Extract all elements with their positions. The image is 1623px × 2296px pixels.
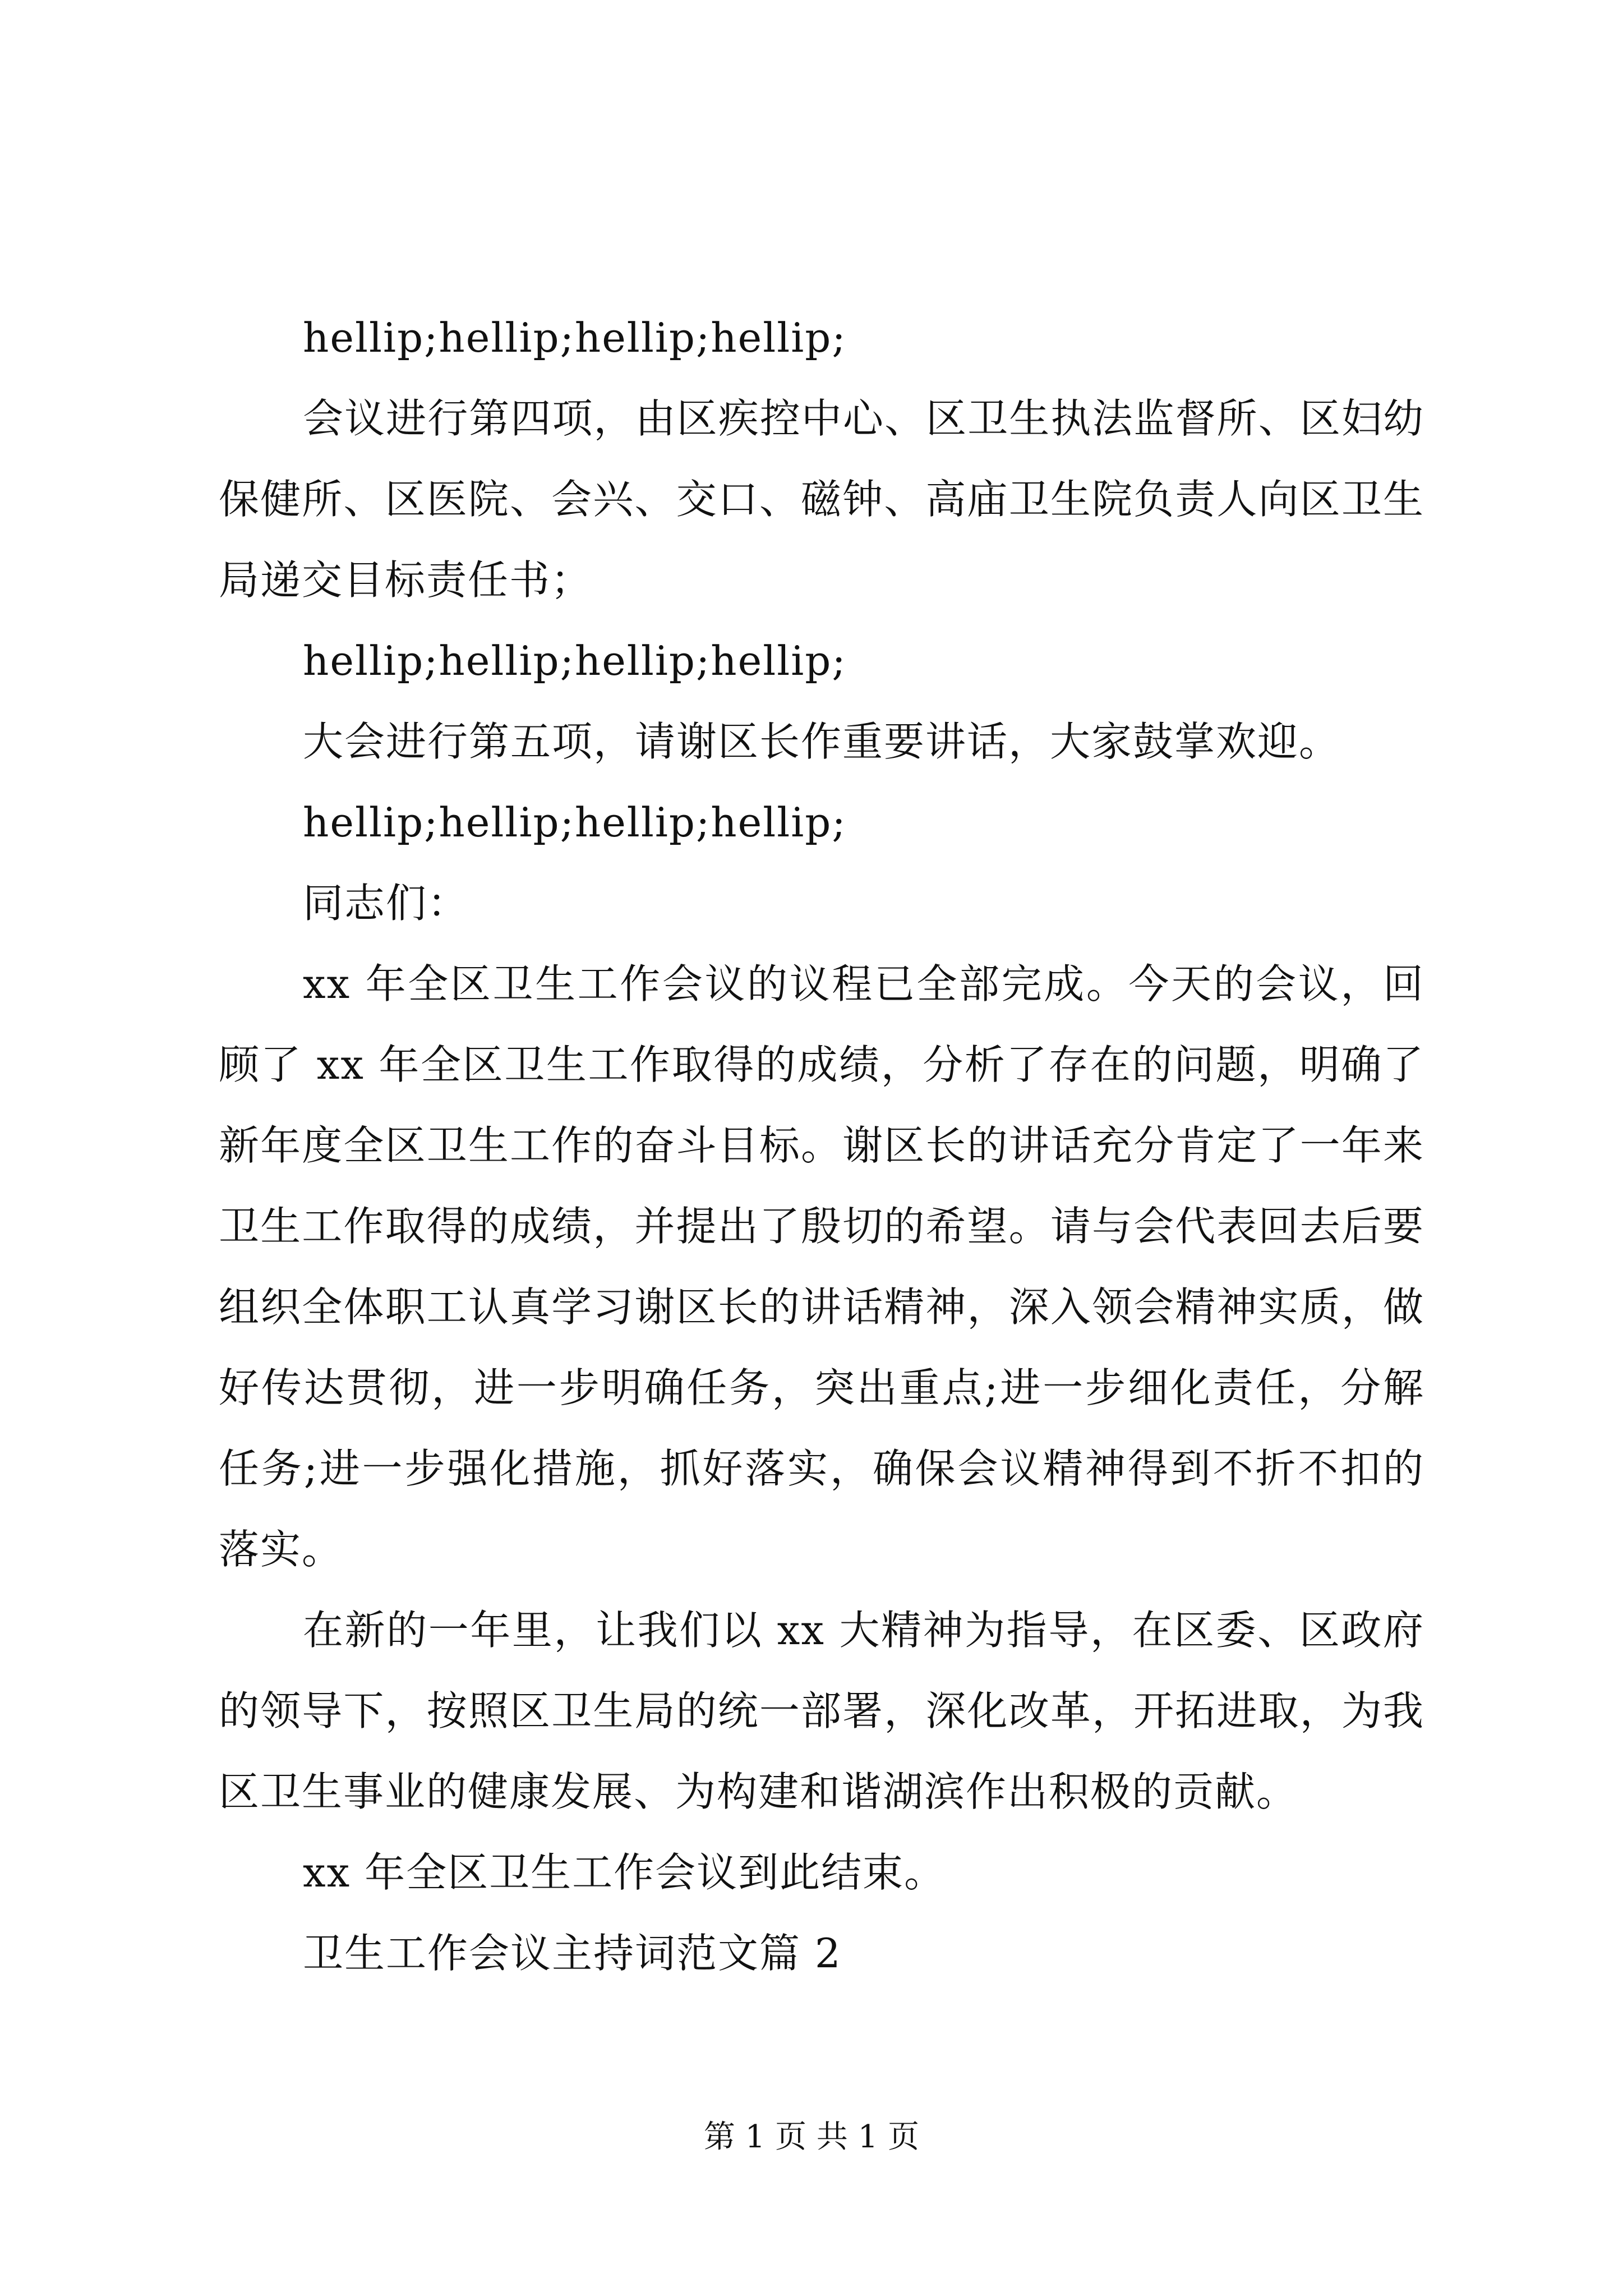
paragraph-salutation: 同志们：: [303, 880, 469, 927]
paragraph-ellipsis-2: hellip;hellip;hellip;hellip;: [303, 637, 847, 684]
paragraph-summary: xx 年全区卫生工作会议的议程已全部完成。今天的会议，回顾了 xx 年全区卫生工作取得的成绩，分析了存在的问题，明确了新年度全区卫生工作的奋斗目标。谢区长的讲话充分肯定了一年来卫生工作取得的成绩，并提出了殷切的希望。请与会代表回去后要组织全体职工认真学习谢区长的讲话精神，深入领会精神实质，做好传达贯彻，进一步明确任务，突出重点;进一步细化责任，分解任务;进一步强化措施，抓好落实，确保会议精神得到不折不扣的落实。: [219, 960, 1424, 1573]
document-body: [219, 297, 1424, 1994]
page-number-footer: 第 1 页 共 1 页: [703, 2119, 920, 2155]
paragraph-next-section-title: 卫生工作会议主持词范文篇 2: [303, 1930, 842, 1977]
paragraph-new-year: 在新的一年里，让我们以 xx 大精神为指导，在区委、区政府的领导下，按照区卫生局的统一部署，深化改革，开拓进取，为我区卫生事业的健康发展、为构建和谐湖滨作出积极的贡献。: [219, 1607, 1424, 1815]
paragraph-ellipsis-3: hellip;hellip;hellip;hellip;: [303, 799, 847, 846]
paragraph-ellipsis-1: hellip;hellip;hellip;hellip;: [303, 314, 847, 361]
paragraph-agenda-item-4: 会议进行第四项，由区疾控中心、区卫生执法监督所、区妇幼保健所、区医院、会兴、交口、磁钟、高庙卫生院负责人向区卫生局递交目标责任书；: [219, 395, 1424, 604]
paragraph-closing: xx 年全区卫生工作会议到此结束。: [303, 1849, 946, 1896]
paragraph-agenda-item-5: 大会进行第五项，请谢区长作重要讲话，大家鼓掌欢迎。: [303, 718, 1341, 765]
